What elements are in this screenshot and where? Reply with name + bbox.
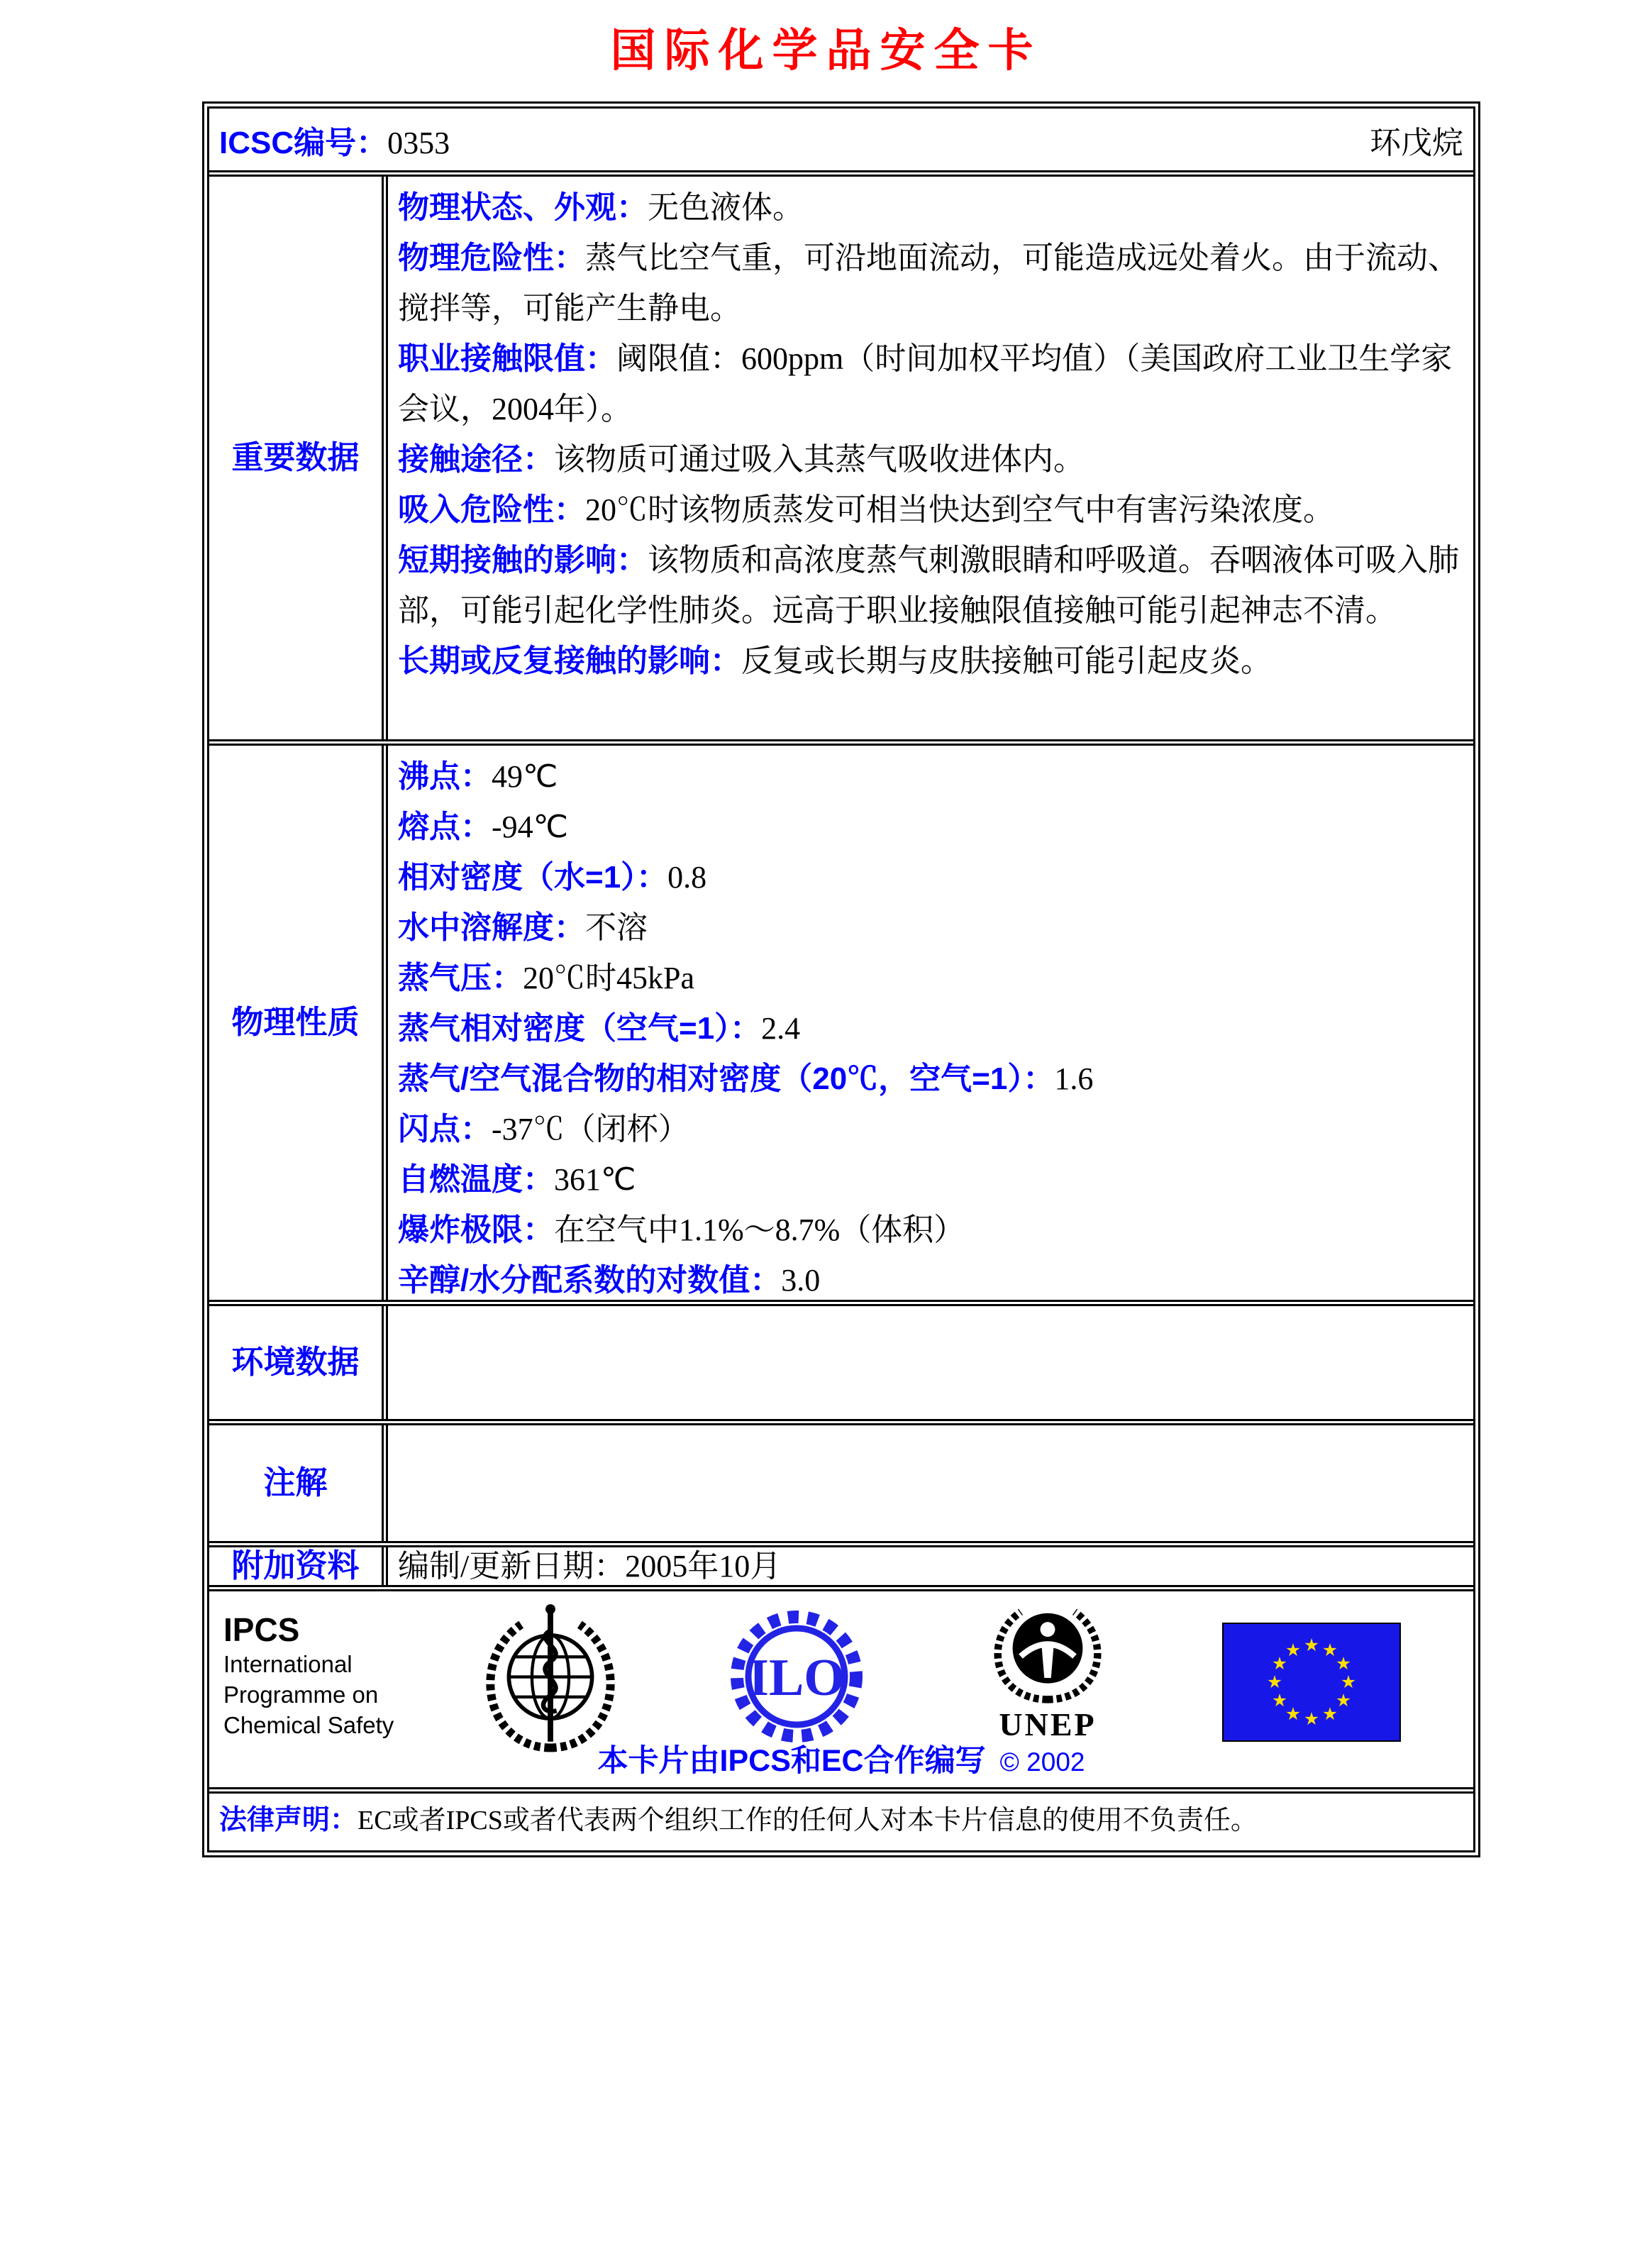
data-line-text: 反复或长期与皮肤接触可能引起皮炎。: [741, 644, 1272, 678]
icsc-card-table: [202, 101, 1480, 1857]
environmental-data-row: [209, 1306, 1473, 1425]
property-line-text: -94℃: [492, 810, 569, 844]
physical-properties-label: 物理性质: [209, 746, 388, 1300]
property-line-label: 蒸气压：: [398, 961, 523, 995]
additional-info-row: [209, 1547, 1473, 1591]
property-line: [398, 1255, 1463, 1300]
property-line: [398, 802, 1463, 852]
data-line: [398, 535, 1463, 636]
legal-row: [209, 1794, 1473, 1850]
data-line-text: 无色液体。: [648, 190, 804, 225]
data-line-text: 20℃时该物质蒸发可相当快达到空气中有害污染浓度。: [585, 492, 1334, 527]
data-line: [398, 182, 1463, 233]
update-date-label: 编制/更新日期：: [398, 1549, 626, 1584]
unep-label: UNEP: [999, 1706, 1097, 1742]
legal-statement: [209, 1794, 1268, 1850]
unep-logo-block: [977, 1597, 1119, 1741]
ipcs-line2: Programme on: [223, 1681, 379, 1708]
physical-properties-row: [209, 746, 1473, 1306]
update-date-value: 2005年10月: [625, 1549, 782, 1584]
data-line-label: 接触途径：: [398, 442, 554, 477]
important-data-label: 重要数据: [209, 177, 388, 739]
property-line-text: 不溶: [585, 910, 648, 945]
data-line-text: 该物质可通过吸入其蒸气吸收进体内。: [554, 442, 1085, 477]
eu-flag-icon: [1222, 1623, 1401, 1742]
property-line: [398, 1154, 1463, 1205]
property-line: [398, 1104, 1463, 1154]
property-line-label: 辛醇/水分配系数的对数值：: [398, 1263, 782, 1298]
property-line: [398, 1054, 1463, 1104]
data-line-label: 职业接触限值：: [398, 341, 616, 376]
important-data-row: [209, 177, 1473, 746]
data-line: [398, 233, 1463, 333]
legal-text: EC或者IPCS或者代表两个组织工作的任何人对本卡片信息的使用不负责任。: [357, 1806, 1258, 1835]
property-line-text: 在空气中1.1%～8.7%（体积）: [554, 1213, 965, 1247]
property-line-label: 闪点：: [398, 1112, 492, 1147]
notes-label: 注解: [209, 1425, 388, 1541]
property-line: [398, 852, 1463, 902]
property-line-text: 49℃: [492, 759, 558, 794]
property-line-text: 1.6: [1054, 1061, 1094, 1096]
icsc-number-value: 0353: [387, 125, 450, 160]
property-line: [398, 1003, 1463, 1054]
ilo-logo-icon: [726, 1606, 867, 1747]
property-line-text: 3.0: [781, 1263, 821, 1298]
unep-logo-icon: [980, 1597, 1115, 1705]
page-title: 国际化学品安全卡: [610, 26, 1042, 76]
data-line-label: 吸入危险性：: [398, 492, 585, 527]
property-line-text: -37℃（闭杯）: [492, 1112, 689, 1147]
data-line-label: 长期或反复接触的影响：: [398, 644, 741, 678]
ipcs-line3: Chemical Safety: [223, 1711, 394, 1738]
environmental-data-label: 环境数据: [209, 1306, 388, 1419]
property-line-label: 爆炸极限：: [398, 1213, 554, 1247]
data-line-label: 短期接触的影响：: [398, 543, 648, 578]
footer-caption-text: 本卡片由IPCS和EC合作编写: [597, 1744, 986, 1778]
physical-properties-content: [388, 746, 1473, 1300]
property-line: [398, 902, 1463, 953]
property-line: [398, 751, 1463, 802]
property-line-label: 蒸气/空气混合物的相对密度（20℃，空气=1）：: [398, 1061, 1055, 1096]
footer-copyright: © 2002: [999, 1747, 1085, 1777]
property-line-label: 蒸气相对密度（空气=1）：: [398, 1011, 762, 1046]
data-line: [398, 636, 1463, 686]
data-line: [398, 485, 1463, 535]
ipcs-text-block: [223, 1611, 394, 1740]
data-line: [398, 333, 1463, 434]
data-line: [398, 434, 1463, 485]
data-line-text: 阈限值：600ppm（时间加权平均值）（美国政府工业卫生学家会议，2004年）。: [398, 341, 1453, 426]
chemical-name: 环戊烷: [1370, 125, 1463, 160]
property-line-text: 361℃: [554, 1162, 636, 1197]
property-line-text: 2.4: [761, 1011, 801, 1046]
notes-row: [209, 1425, 1473, 1547]
icsc-number-label: ICSC编号：: [219, 125, 388, 160]
additional-info-label: 附加资料: [209, 1547, 388, 1585]
header-row: [209, 109, 1473, 177]
ipcs-acronym: IPCS: [223, 1611, 300, 1648]
property-line-label: 相对密度（水=1）：: [398, 860, 668, 895]
property-line: [398, 953, 1463, 1003]
footer-caption: [209, 1737, 1473, 1780]
property-line-label: 熔点：: [398, 810, 492, 844]
icsc-number: [219, 117, 450, 162]
update-date: [398, 1547, 781, 1585]
additional-info-content: [388, 1547, 1473, 1585]
property-line-label: 沸点：: [398, 759, 492, 794]
footer-row: [209, 1591, 1473, 1794]
data-line-label: 物理危险性：: [398, 241, 585, 275]
property-line: [398, 1205, 1463, 1255]
svg-text:ILO: ILO: [748, 1649, 845, 1707]
property-line-label: 自燃温度：: [398, 1162, 554, 1197]
ipcs-line1: International: [223, 1650, 353, 1677]
notes-content: [388, 1425, 1473, 1541]
data-line-text: 该物质和高浓度蒸气刺激眼睛和呼吸道。吞咽液体可吸入肺部，可能引起化学性肺炎。远高于职业接触限值接触可能引起神志不清。: [398, 543, 1459, 628]
property-line-text: 20℃时45kPa: [523, 961, 694, 995]
data-line-label: 物理状态、外观：: [398, 190, 648, 225]
data-line-text: 蒸气比空气重，可沿地面流动，可能造成远处着火。由于流动、搅拌等，可能产生静电。: [398, 241, 1459, 326]
legal-label: 法律声明：: [219, 1805, 358, 1835]
important-data-content: [388, 177, 1473, 739]
environmental-data-content: [388, 1306, 1473, 1419]
property-line-label: 水中溶解度：: [398, 910, 585, 945]
property-line-text: 0.8: [667, 860, 707, 895]
